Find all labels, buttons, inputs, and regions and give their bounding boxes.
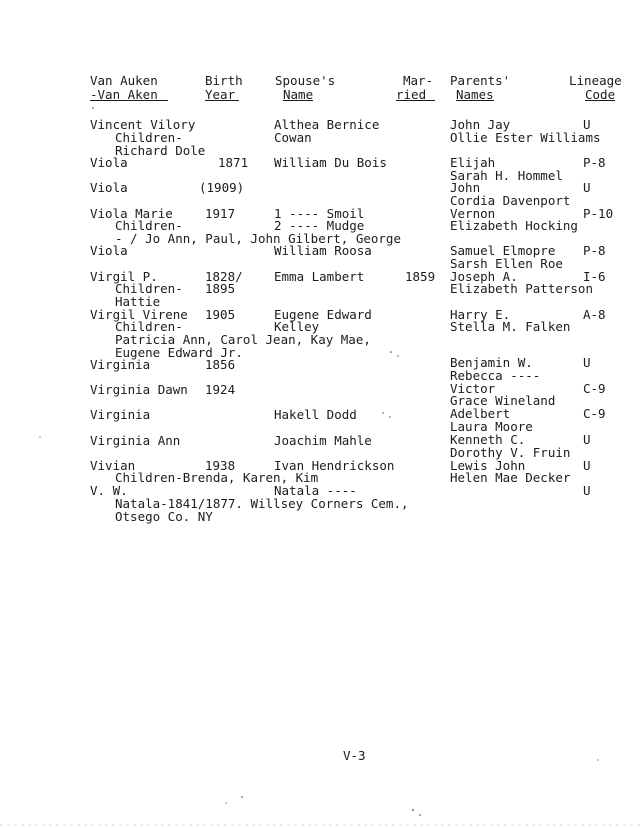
entry-parents: Dorothy V. Fruin — [450, 445, 571, 460]
entry-birth: 1938 — [205, 458, 236, 473]
entry-parents: Harry E. — [450, 307, 511, 322]
entry-code: A-8 — [583, 307, 606, 322]
entry-parents: Lewis John — [450, 458, 526, 473]
entry-name: Viola — [90, 155, 128, 170]
entry-birth: 1917 — [205, 206, 236, 221]
entry-code: U — [583, 483, 591, 498]
header-parents: Parents' — [450, 73, 511, 88]
header-rule — [205, 100, 239, 101]
entry-name: Virgil P. — [90, 269, 158, 284]
entry-code: I-6 — [583, 269, 606, 284]
entry-full-line: Natala-1841/1877. Willsey Corners Cem., — [115, 496, 409, 511]
entry-spouse: Emma Lambert — [274, 269, 365, 284]
entry-birth: 1856 — [205, 357, 236, 372]
entry-name: Virginia — [90, 357, 151, 372]
entry-birth: 1895 — [205, 281, 236, 296]
entry-spouse: Joachim Mahle — [274, 433, 372, 448]
entry-code: U — [583, 180, 591, 195]
header-parents-names: Names — [456, 87, 494, 102]
entry-name: Children- — [115, 281, 183, 296]
entry-code: C-9 — [583, 381, 606, 396]
entry-parents: Elizabeth Patterson — [450, 281, 593, 296]
entry-parents: John — [450, 180, 481, 195]
entry-name: Virginia — [90, 407, 151, 422]
entry-full-line: - / Jo Ann, Paul, John Gilbert, George — [115, 231, 401, 246]
entry-parents: Benjamin W. — [450, 355, 533, 370]
entry-parents: Joseph A. — [450, 269, 518, 284]
page-number: V-3 — [343, 748, 366, 763]
entry-spouse: Natala ---- — [274, 483, 357, 498]
entry-spouse: Eugene Edward — [274, 307, 372, 322]
header-mar: Mar- — [403, 73, 434, 88]
entry-name: Virginia Dawn — [90, 382, 188, 397]
entry-birth: 1924 — [205, 382, 236, 397]
entry-name: Children- — [115, 319, 183, 334]
entry-code: U — [583, 458, 591, 473]
entry-parents: Victor — [450, 381, 496, 396]
entry-code: U — [583, 432, 591, 447]
entry-spouse: William Du Bois — [274, 155, 387, 170]
entry-name: Viola — [90, 180, 128, 195]
entry-name: Eugene Edward Jr. — [115, 345, 243, 360]
header-van-auken: Van Auken — [90, 73, 158, 88]
entry-parents: Elijah — [450, 155, 496, 170]
entry-spouse: Cowan — [274, 130, 312, 145]
entry-name: Virgil Virene — [90, 307, 188, 322]
entry-name: Hattie — [115, 294, 161, 309]
entry-name: Vivian — [90, 458, 136, 473]
entry-spouse: William Roosa — [274, 243, 372, 258]
entry-birth: 1905 — [205, 307, 236, 322]
entry-parents: Ollie Ester Williams — [450, 130, 601, 145]
entry-name: Children- — [115, 130, 183, 145]
entry-parents: Adelbert — [450, 406, 511, 421]
entry-spouse: 2 ---- Mudge — [274, 218, 365, 233]
entry-parents: Helen Mae Decker — [450, 470, 571, 485]
entry-birth: 1828/ — [205, 269, 243, 284]
entry-code: C-9 — [583, 406, 606, 421]
entry-parents: Elizabeth Hocking — [450, 218, 578, 233]
entry-spouse: Hakell Dodd — [274, 407, 357, 422]
entry-parents: Vernon — [450, 206, 496, 221]
header-rule — [283, 100, 313, 101]
entry-parents: Cordia Davenport — [450, 193, 571, 208]
entry-name: V. W. — [90, 483, 128, 498]
header-rule — [585, 100, 615, 101]
header-lineage: Lineage — [569, 73, 622, 88]
entry-spouse: Kelley — [274, 319, 320, 334]
header-ried: ried — [396, 87, 427, 102]
entry-spouse: Althea Bernice — [274, 117, 380, 132]
entry-name: Vincent Vilory — [90, 117, 196, 132]
entry-parents: Stella M. Falken — [450, 319, 571, 334]
entry-spouse: Ivan Hendrickson — [274, 458, 395, 473]
entry-code: P-10 — [583, 206, 614, 221]
header-spouses: Spouse's — [275, 73, 336, 88]
entry-parents: John Jay — [450, 117, 511, 132]
entry-married: 1859 — [405, 269, 436, 284]
header-rule — [90, 100, 168, 101]
header-code: Code — [585, 87, 616, 102]
header-birth: Birth — [205, 73, 243, 88]
header-rule — [456, 100, 494, 101]
entry-full-line: Children-Brenda, Karen, Kim — [115, 470, 319, 485]
header-year: Year — [205, 87, 236, 102]
entry-birth: 1871 — [218, 155, 249, 170]
entry-name: Children- — [115, 218, 183, 233]
entry-code: P-8 — [583, 243, 606, 258]
entry-name: Viola — [90, 243, 128, 258]
entry-code: P-8 — [583, 155, 606, 170]
entry-parents: Sarsh Ellen Roe — [450, 256, 563, 271]
entry-name: Virginia Ann — [90, 433, 181, 448]
entry-name: Richard Dole — [115, 143, 206, 158]
entry-parents: Sarah H. Hommel — [450, 168, 563, 183]
entry-name: Viola Marie — [90, 206, 173, 221]
entry-parents: Samuel Elmopre — [450, 243, 556, 258]
entry-birth: (1909) — [199, 180, 245, 195]
entry-parents: Laura Moore — [450, 419, 533, 434]
header-spouse-name: Name — [283, 87, 314, 102]
entry-spouse: 1 ---- Smoil — [274, 206, 365, 221]
entry-parents: Rebecca ---- — [450, 368, 541, 383]
entry-parents: Kenneth C. — [450, 432, 526, 447]
entry-full-line: Otsego Co. NY — [115, 509, 213, 524]
entry-full-line: Patricia Ann, Carol Jean, Kay Mae, — [115, 332, 371, 347]
entry-parents: Grace Wineland — [450, 393, 556, 408]
entry-code: U — [583, 117, 591, 132]
header-rule — [396, 100, 435, 101]
header-van-aken: -Van Aken — [90, 87, 158, 102]
entry-code: U — [583, 355, 591, 370]
